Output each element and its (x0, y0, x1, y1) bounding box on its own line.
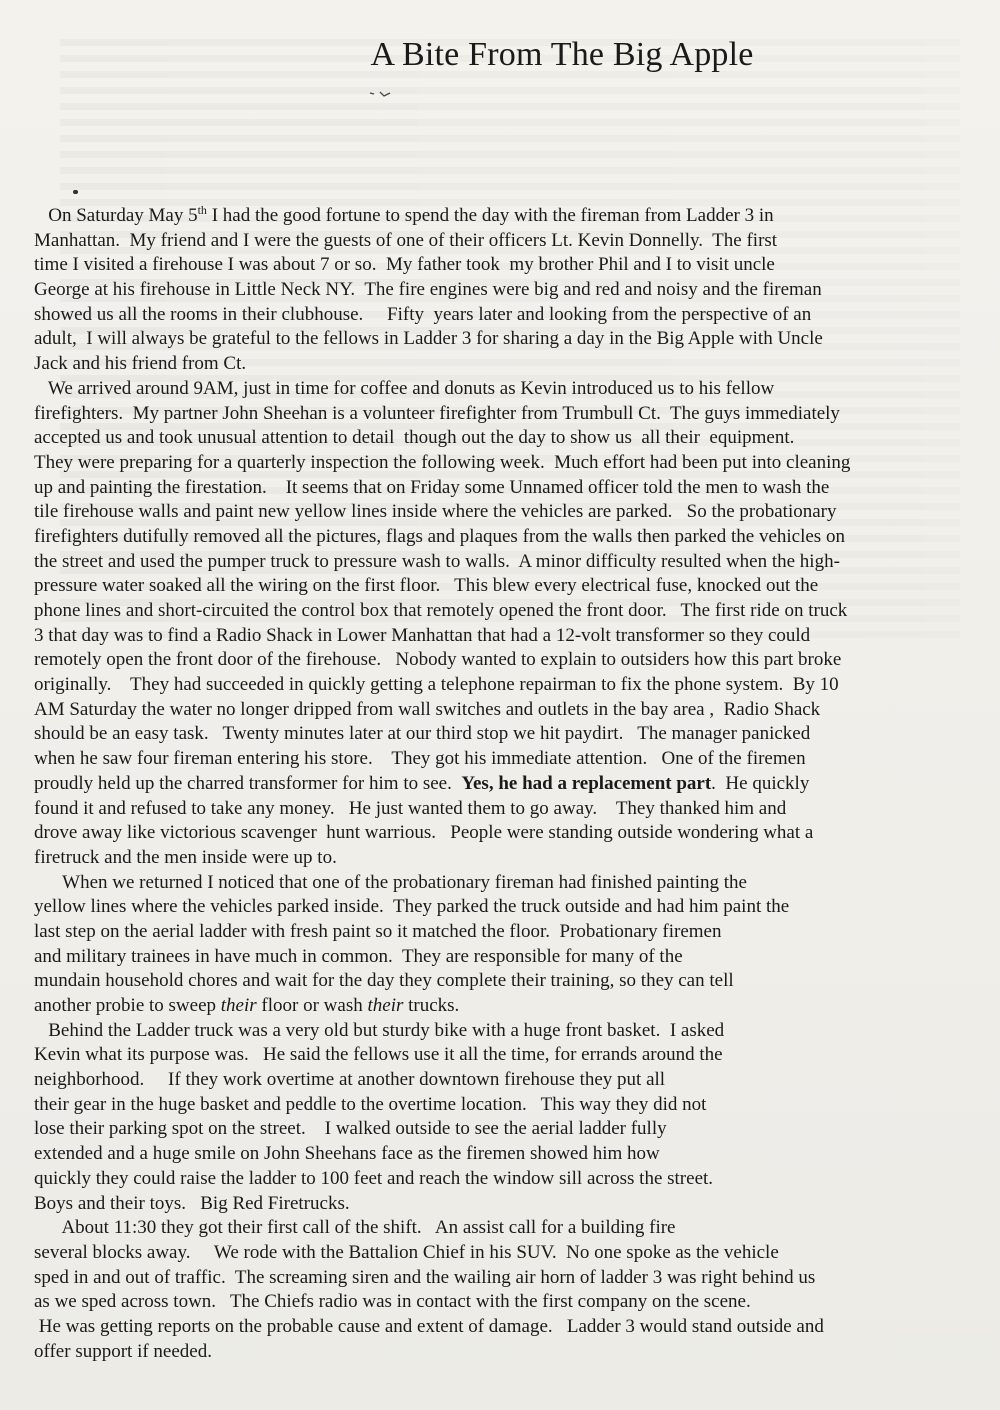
text-line (34, 895, 974, 920)
text-line (34, 673, 974, 698)
text-run: About 11:30 they got their first call of the shift. An assist call for a building fire (34, 1217, 676, 1239)
text-line (34, 1093, 974, 1118)
italic-text: their (367, 995, 404, 1016)
text-run: AM Saturday the water no longer dripped from wall switches and outlets in the bay area , Radio Shack (34, 698, 821, 720)
text-line (34, 204, 974, 229)
text-run: accepted us and took unusual attention to detail though out the day to show us all their equipment. (34, 427, 795, 449)
italic-text: their (220, 995, 257, 1016)
text-line (34, 1340, 974, 1365)
text-run: last step on the aerial ladder with fresh paint so it matched the floor. Probationary firemen (34, 920, 722, 942)
text-run: found it and refused to take any money. He just wanted them to go away. They thanked him and (34, 797, 787, 819)
text-line (34, 1290, 974, 1315)
text-line (34, 229, 974, 254)
text-run: trucks. (403, 995, 460, 1016)
text-run: pressure water soaked all the wiring on the first floor. This blew every electrical fuse, knocked out the (34, 575, 819, 597)
text-line (34, 352, 974, 377)
text-line (34, 920, 974, 945)
text-line (34, 722, 974, 747)
text-run: We arrived around 9AM, just in time for coffee and donuts as Kevin introduced us to his fellow (34, 377, 775, 399)
text-run: time I visited a firehouse I was about 7 or so. My father took my brother Phil and I to visit uncle (34, 254, 775, 276)
text-run: showed us all the rooms in their clubhouse. Fifty years later and looking from the perspective of an (34, 303, 812, 325)
text-run: neighborhood. If they work overtime at another downtown firehouse they put all (34, 1069, 666, 1091)
text-run: up and painting the firestation. It seems that on Friday some Unnamed officer told the men to wash the (34, 476, 830, 498)
bold-text: Yes, he had a replacement part (461, 772, 712, 794)
text-run: Manhattan. My friend and I were the guests of one of their officers Lt. Kevin Donnelly. The first (34, 229, 778, 251)
text-line (34, 426, 974, 451)
text-line (34, 377, 974, 402)
text-run: firefighters. My partner John Sheehan is a volunteer firefighter from Trumbull Ct. The guys immediately (34, 402, 840, 424)
text-line (34, 1216, 974, 1241)
text-run: mundain household chores and wait for the day they complete their training, so they can tell (34, 970, 734, 992)
text-run: lose their parking spot on the street. I walked outside to see the aerial ladder fully (34, 1118, 667, 1140)
text-run: floor or wash (256, 995, 368, 1016)
text-run: I had the good fortune to spend the day with the fireman from Ladder 3 in (206, 205, 774, 226)
ink-dot (73, 190, 78, 194)
text-line (34, 1117, 974, 1142)
text-line (34, 871, 974, 896)
text-line (34, 1043, 974, 1068)
text-line (34, 994, 974, 1019)
text-run: George at his firehouse in Little Neck NY. The fire engines were big and red and noisy and the fireman (34, 279, 822, 301)
document-title: A Bite From The Big Apple (370, 36, 754, 73)
text-line (34, 303, 974, 328)
text-run: yellow lines where the vehicles parked inside. They parked the truck outside and had him paint the (34, 896, 790, 918)
text-run: their gear in the huge basket and peddle to the overtime location. This way they did not (34, 1093, 707, 1115)
text-line (34, 574, 974, 599)
text-run: firetruck and the men inside were up to. (34, 846, 337, 868)
text-line (34, 599, 974, 624)
text-line (34, 747, 974, 772)
text-line (34, 624, 974, 649)
text-run: remotely open the front door of the firehouse. Nobody wanted to explain to outsiders how this part broke (34, 649, 842, 671)
text-line (34, 945, 974, 970)
text-run: Jack and his friend from Ct. (34, 353, 247, 375)
text-run: firefighters dutifully removed all the pictures, flags and plaques from the walls then parked the vehicles on (34, 525, 845, 547)
text-line (34, 698, 974, 723)
text-run: the street and used the pumper truck to pressure wash to walls. A minor difficulty resulted when the high- (34, 550, 840, 572)
text-run: Behind the Ladder truck was a very old but sturdy bike with a huge front basket. I asked (34, 1019, 725, 1041)
text-line (34, 1167, 974, 1192)
text-line (34, 969, 974, 994)
pen-mark (368, 90, 394, 100)
text-line (34, 500, 974, 525)
text-run: originally. They had succeeded in quickly getting a telephone repairman to fix the phone system. By 10 (34, 674, 839, 696)
text-line (34, 550, 974, 575)
text-run: Boys and their toys. Big Red Firetrucks. (34, 1192, 350, 1214)
text-run: adult, I will always be grateful to the fellows in Ladder 3 for sharing a day in the Big Apple with Uncle (34, 328, 823, 350)
text-run: 3 that day was to find a Radio Shack in Lower Manhattan that had a 12-volt transformer so they could (34, 624, 811, 646)
text-run: . He quickly (711, 772, 810, 794)
text-line (34, 1266, 974, 1291)
text-line (34, 253, 974, 278)
text-run: as we sped across town. The Chiefs radio was in contact with the first company on the scene. (34, 1291, 751, 1313)
text-line (34, 1068, 974, 1093)
text-line (34, 1315, 974, 1340)
text-run: drove away like victorious scavenger hunt warrious. People were standing outside wondering what a (34, 822, 814, 844)
text-run: He was getting reports on the probable cause and extent of damage. Ladder 3 would stand outside and (34, 1315, 824, 1337)
text-line (34, 846, 974, 871)
text-run: sped in and out of traffic. The screaming siren and the wailing air horn of ladder 3 was right behind us (34, 1266, 816, 1288)
text-run: another probie to sweep (34, 995, 221, 1016)
text-line (34, 451, 974, 476)
text-run: extended and a huge smile on John Sheehans face as the firemen showed him how (34, 1143, 660, 1165)
text-line (34, 1019, 974, 1044)
text-line (34, 821, 974, 846)
text-line (34, 1241, 974, 1266)
text-line (34, 648, 974, 673)
text-line (34, 1192, 974, 1217)
article-body (34, 204, 974, 1364)
text-line (34, 476, 974, 501)
text-run: Kevin what its purpose was. He said the fellows use it all the time, for errands around the (34, 1044, 723, 1066)
text-run: phone lines and short-circuited the control box that remotely opened the front door. The first ride on truck (34, 600, 848, 621)
text-run: should be an easy task. Twenty minutes later at our third stop we hit paydirt. The manager panicked (34, 723, 811, 745)
text-line (34, 525, 974, 550)
text-line (34, 797, 974, 822)
text-run: and military trainees in have much in common. They are responsible for many of the (34, 945, 683, 967)
text-run: tile firehouse walls and paint new yellow lines inside where the vehicles are parked. So the probationary (34, 501, 837, 523)
text-run: when he saw four fireman entering his store. They got his immediate attention. One of the firemen (34, 748, 806, 770)
text-run: quickly they could raise the ladder to 100 feet and reach the window sill across the street. (34, 1167, 714, 1189)
superscript: th (197, 203, 207, 217)
text-line (34, 278, 974, 303)
text-run: several blocks away. We rode with the Battalion Chief in his SUV. No one spoke as the vehicle (34, 1241, 779, 1263)
text-line (34, 1142, 974, 1167)
text-line (34, 327, 974, 352)
text-run: They were preparing for a quarterly inspection the following week. Much effort had been put into cleaning (34, 451, 851, 473)
text-run: On Saturday May 5 (34, 205, 198, 226)
text-run: proudly held up the charred transformer for him to see. (34, 772, 462, 794)
text-line (34, 402, 974, 427)
text-run: When we returned I noticed that one of the probationary fireman had finished painting the (34, 871, 747, 893)
text-run: offer support if needed. (34, 1340, 212, 1362)
text-line (34, 772, 974, 797)
